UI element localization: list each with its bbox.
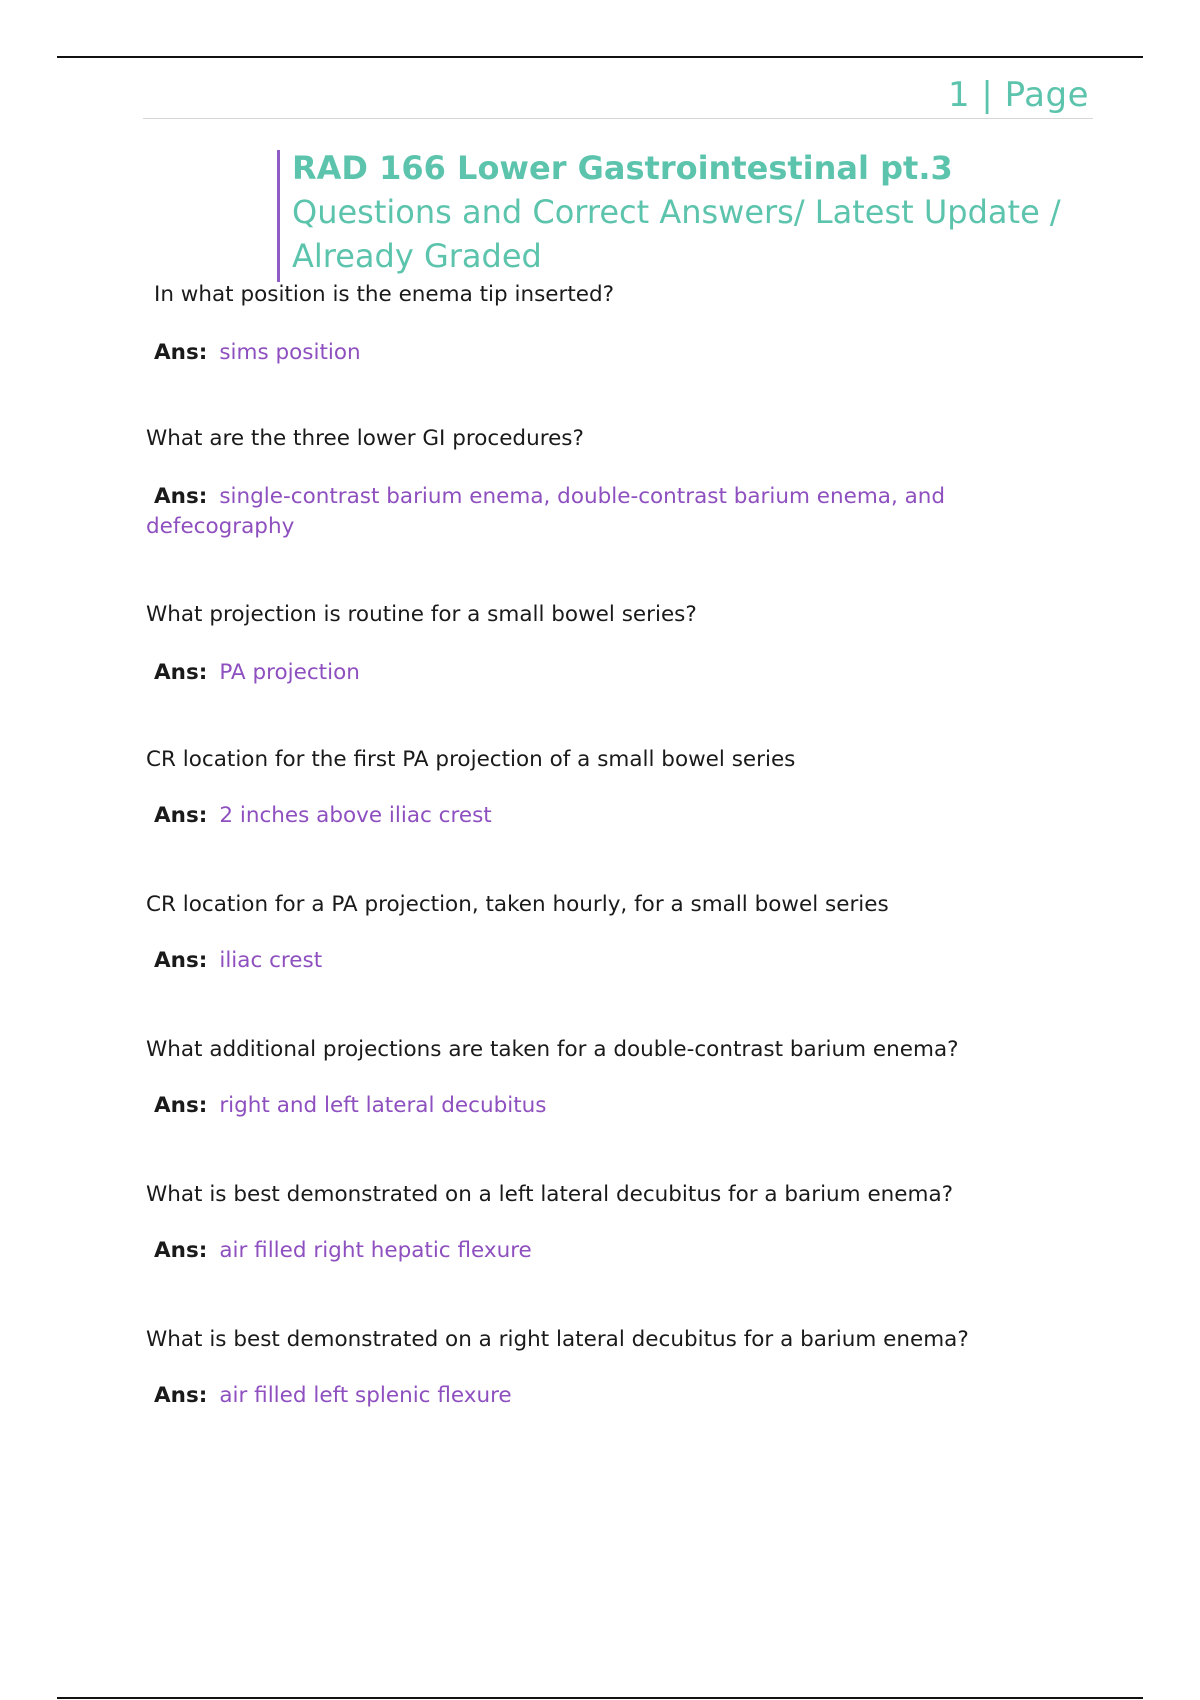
- answer-line: [146, 1236, 1086, 1266]
- answer-text: PA projection: [219, 660, 360, 685]
- qa-item: [146, 1180, 1086, 1266]
- qa-item: [146, 745, 1086, 831]
- answer-text: air filled left splenic flexure: [219, 1383, 512, 1408]
- answer-label: Ans:: [154, 1093, 208, 1118]
- question-text: What are the three lower GI procedures?: [146, 426, 584, 451]
- qa-item: [146, 280, 1086, 368]
- answer-label: Ans:: [154, 803, 208, 828]
- document-title-bold: RAD 166 Lower Gastrointestinal pt.3: [292, 149, 953, 187]
- answer-line: [146, 946, 1086, 976]
- answer-text: air filled right hepatic flexure: [219, 1238, 532, 1263]
- question-text: CR location for the first PA projection of a small bowel series: [146, 747, 796, 772]
- answer-text: 2 inches above iliac crest: [219, 803, 492, 828]
- question-text: What projection is routine for a small bowel series?: [146, 602, 697, 627]
- top-rule: [57, 56, 1143, 58]
- bottom-rule: [57, 1697, 1143, 1699]
- question-text: CR location for a PA projection, taken hourly, for a small bowel series: [146, 892, 889, 917]
- qa-item: [146, 1325, 1086, 1411]
- page-number: 1 | Page: [947, 75, 1089, 115]
- answer-label: Ans:: [154, 1383, 208, 1408]
- answer-label: Ans:: [154, 484, 208, 509]
- answer-line: [146, 1091, 1086, 1121]
- answer-text: sims position: [219, 340, 361, 365]
- answer-line: [146, 1381, 1086, 1411]
- page-header: [143, 72, 1093, 119]
- qa-item: [146, 424, 1086, 542]
- answer-line: [146, 801, 1086, 831]
- question-text: What additional projections are taken for a double-contrast barium enema?: [146, 1037, 959, 1062]
- answer-label: Ans:: [154, 1238, 208, 1263]
- qa-item: [146, 1035, 1086, 1121]
- answer-label: Ans:: [154, 340, 208, 365]
- answer-text: right and left lateral decubitus: [219, 1093, 547, 1118]
- document-title-regular: Questions and Correct Answers/ Latest Update / Already Graded: [292, 193, 1061, 275]
- answer-text: single-contrast barium enema, double-contrast barium enema, and defecography: [146, 484, 946, 539]
- qa-item: [146, 600, 1086, 688]
- answer-line: [146, 338, 1086, 368]
- qa-item: [146, 890, 1086, 976]
- question-text: What is best demonstrated on a right lateral decubitus for a barium enema?: [146, 1327, 969, 1352]
- question-text: What is best demonstrated on a left lateral decubitus for a barium enema?: [146, 1182, 954, 1207]
- document-title-block: [277, 150, 1087, 282]
- answer-line: [146, 658, 1086, 688]
- answer-label: Ans:: [154, 948, 208, 973]
- answer-label: Ans:: [154, 660, 208, 685]
- question-text: In what position is the enema tip inserted?: [154, 282, 615, 307]
- answer-text: iliac crest: [219, 948, 323, 973]
- document-title: [292, 146, 1087, 278]
- answer-line: [146, 482, 1086, 542]
